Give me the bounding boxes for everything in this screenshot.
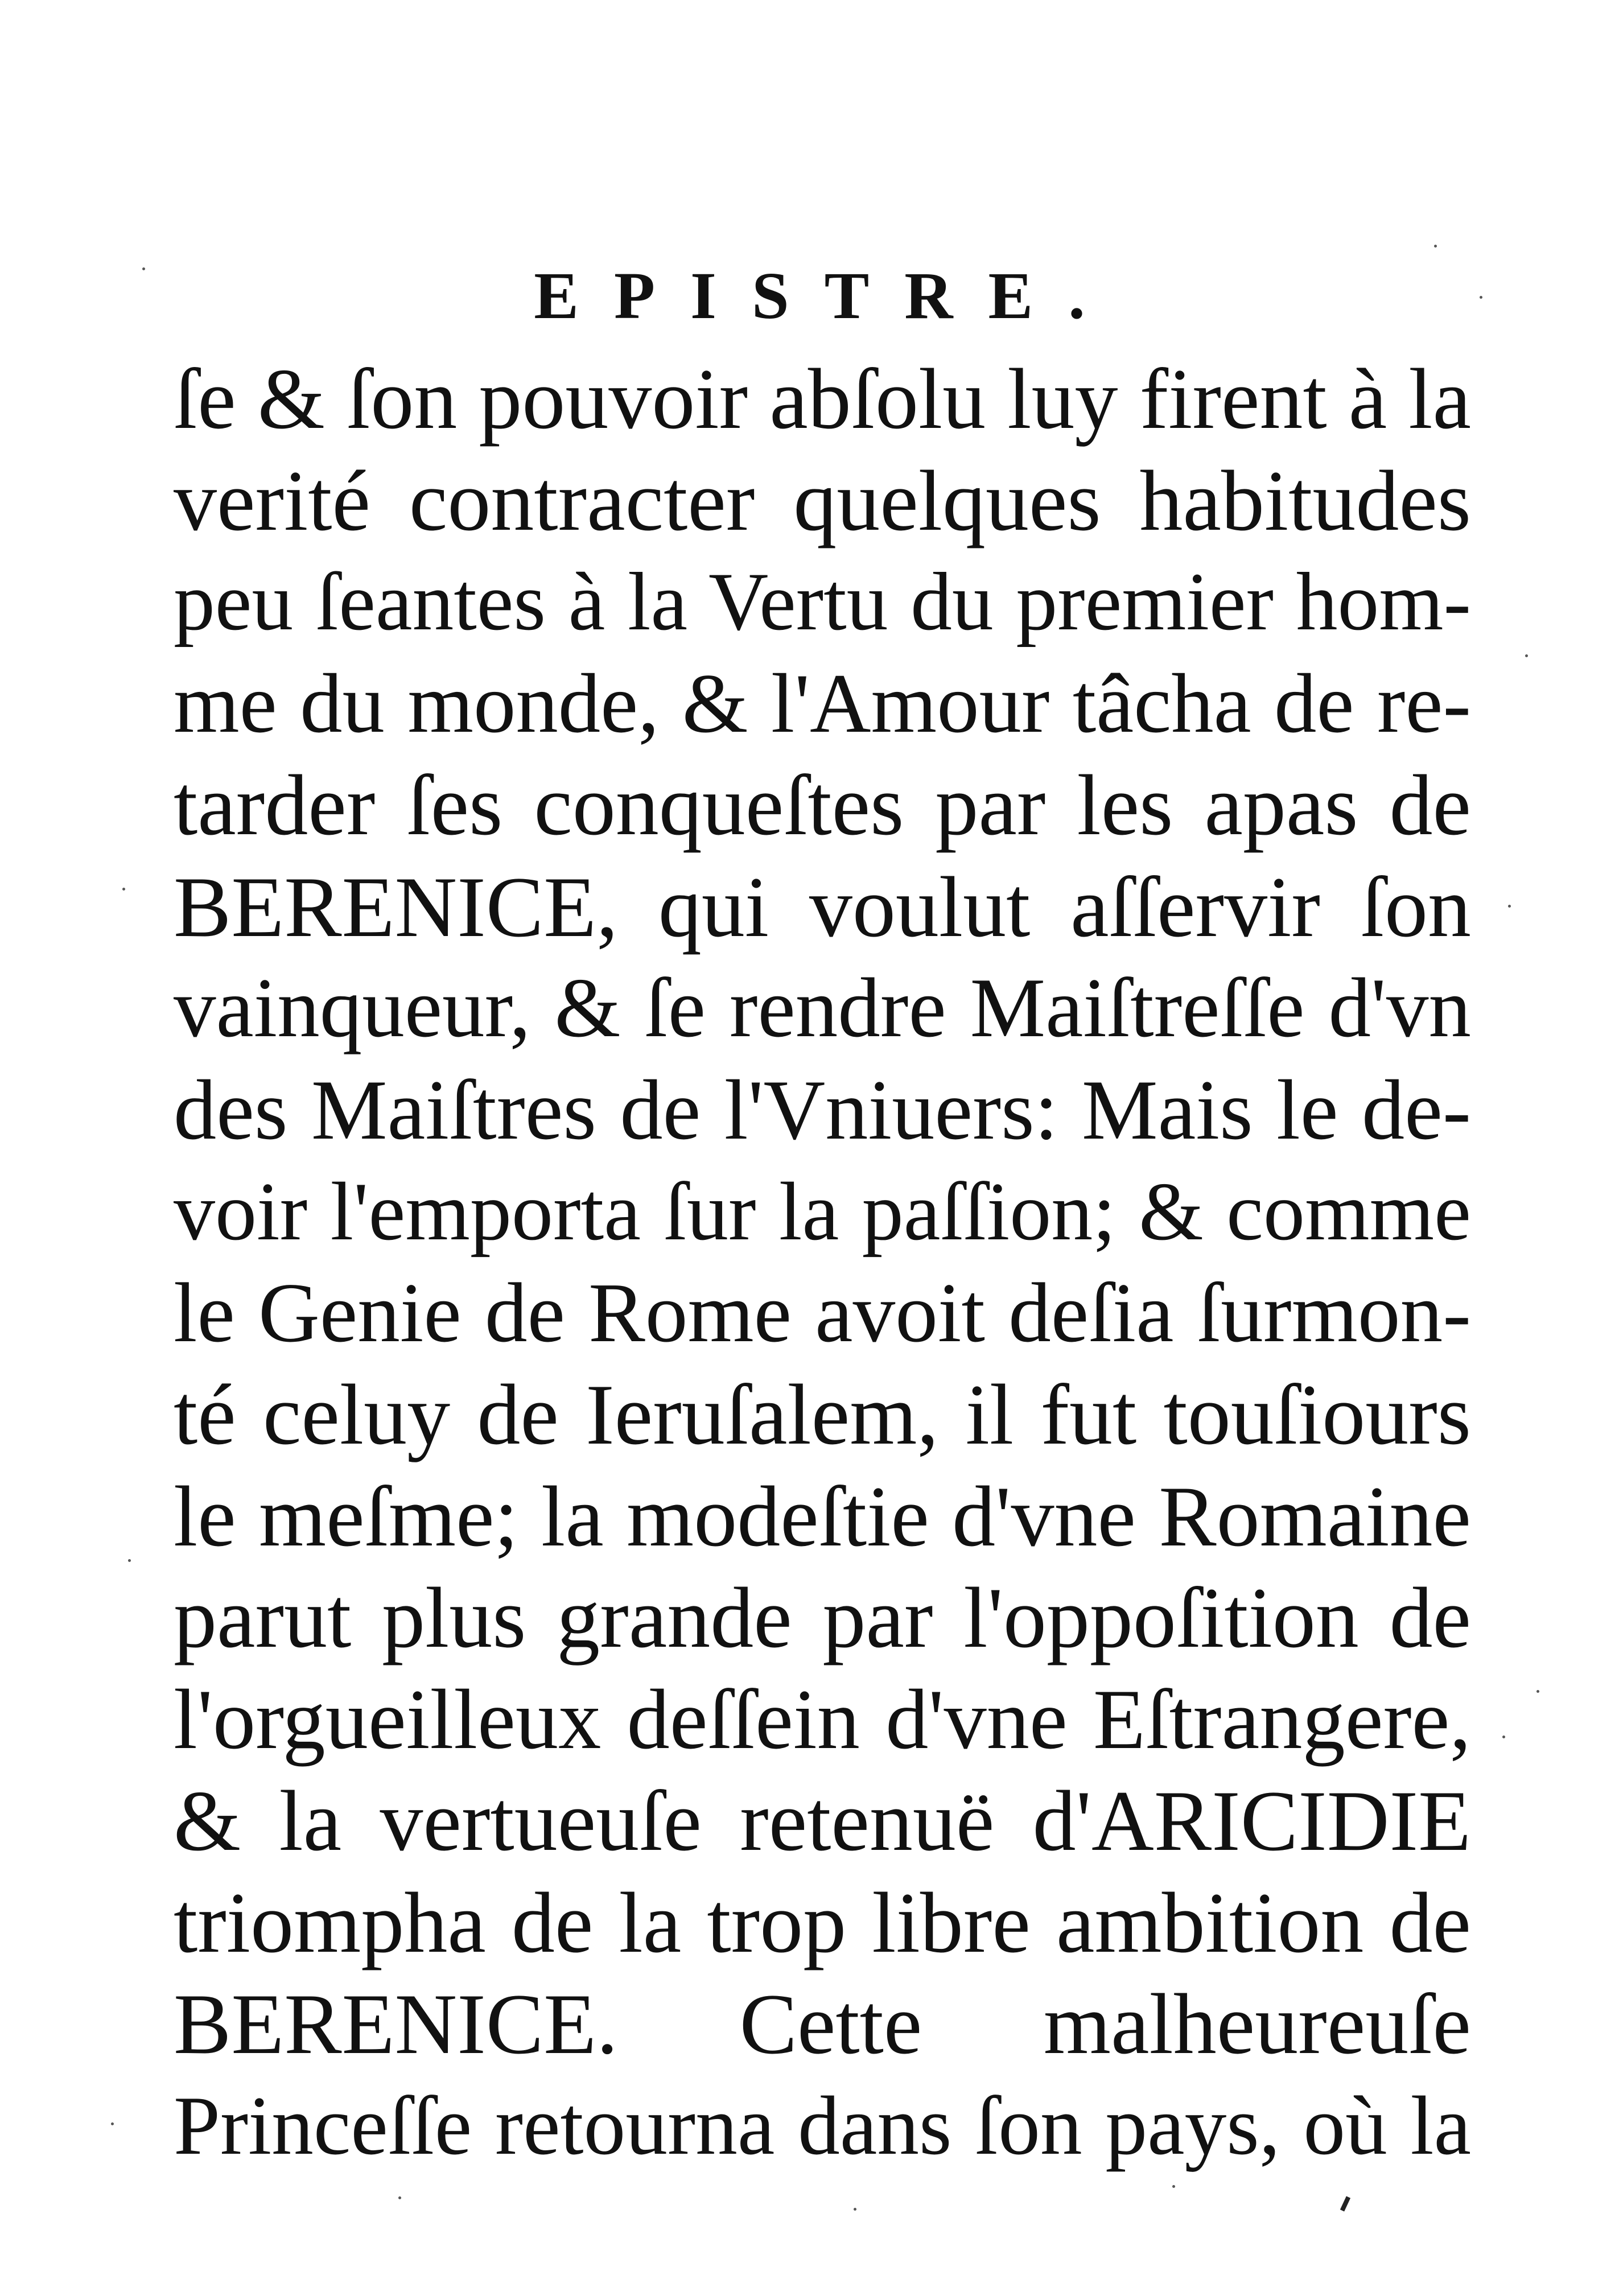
scan-speck: [854, 2208, 856, 2211]
text-line: me du monde, & l'Amour tâcha de re-: [174, 656, 1471, 751]
scan-speck: [1502, 1736, 1505, 1738]
scan-speck: [142, 267, 145, 270]
text-line: le meſme; la modeſtie d'vne Romaine: [174, 1468, 1471, 1564]
text-line: le Genie de Rome avoit deſia ſurmon-: [174, 1266, 1471, 1360]
text-line: peu ſeantes à la Vertu du premier hom-: [174, 556, 1471, 648]
scan-speck: [128, 1559, 131, 1562]
text-line: triompha de la trop libre ambition de: [174, 1874, 1471, 1971]
text-line: tarder ſes conqueſtes par les apas de: [174, 757, 1471, 853]
text-line: & la vertueuſe retenuë d'ARICIDIE: [174, 1773, 1471, 1869]
text-line: vainqueur, & ſe rendre Maiſtreſſe d'vn: [174, 961, 1471, 1055]
scan-speck: [111, 2122, 114, 2125]
scan-speck: [1508, 905, 1511, 908]
text-line: l'orgueilleux deſſein d'vne Eſtrangere,: [174, 1671, 1471, 1767]
text-line: té celuy de Ieruſalem, il fut touſiours: [174, 1367, 1471, 1462]
scan-speck: [1434, 245, 1437, 248]
text-line: voir l'emporta ſur la paſſion; & comme: [174, 1165, 1471, 1258]
text-line: BERENICE, qui voulut aſſervir ſon: [174, 859, 1471, 955]
scan-speck: [1536, 1690, 1539, 1693]
scan-speck: [398, 2196, 401, 2199]
text-line: parut plus grande par l'oppoſition de: [174, 1570, 1471, 1666]
scan-speck: [122, 888, 125, 891]
body-text: [174, 348, 1471, 2177]
text-line: BERENICE. Cette malheureuſe: [174, 1976, 1471, 2072]
running-header: EPISTRE.: [534, 258, 1120, 333]
scan-speck: [1525, 654, 1528, 657]
scan-speck: [1172, 2185, 1175, 2188]
text-line: des Maiſtres de l'Vniuers: Mais le de-: [174, 1062, 1471, 1157]
scan-speck: [1480, 296, 1482, 299]
text-line: Princeſſe retourna dans ſon pays, où la: [174, 2079, 1471, 2172]
text-line: ſe & ſon pouvoir abſolu luy firent à la: [174, 351, 1471, 447]
text-line: verité contracter quelques habitudes: [174, 452, 1471, 549]
scan-mark: [1340, 2196, 1350, 2212]
